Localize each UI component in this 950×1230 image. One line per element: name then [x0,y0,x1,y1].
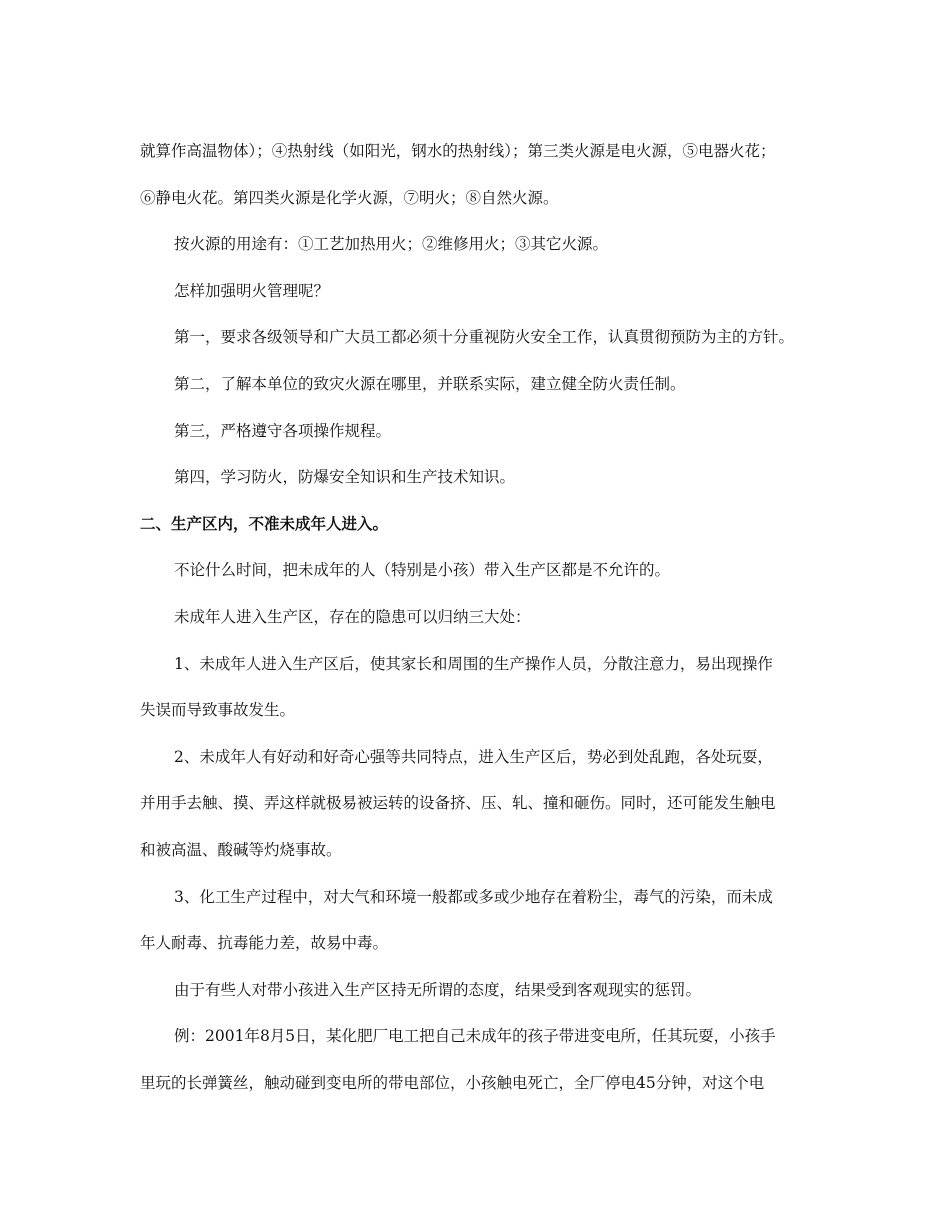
text-line: 并用手去触、摸、弄这样就极易被运转的设备挤、压、轧、撞和砸伤。同时，还可能发生触电 [140,794,776,813]
document-body [140,128,820,1106]
paragraph: 不论什么时间，把未成年的人（特别是小孩）带入生产区都是不允许的。 [174,561,671,580]
text-line: 就算作高温物体）；④热射线（如阳光，钢水的热射线）；第三类火源是电火源，⑤电器火花； [140,142,776,160]
section-heading: 二、生产区内，不准未成年人进入。 [140,513,389,533]
paragraph: 怎样加强明火管理呢？ [174,281,330,300]
paragraph: 例：2001年8月5日，某化肥厂电工把自己未成年的孩子带进变电所，任其玩耍，小孩手 [174,1027,776,1046]
paragraph: 第二，了解本单位的致灾火源在哪里，并联系实际，建立健全防火责任制。 [174,374,686,393]
paragraph: 2、未成年人有好动和好奇心强等共同特点，进入生产区后，势必到处乱跑，各处玩耍， [174,747,773,766]
paragraph: 由于有些人对带小孩进入生产区持无所谓的态度，结果受到客观现实的惩罚。 [174,980,702,999]
paragraph: 第四，学习防火，防爆安全知识和生产技术知识。 [174,468,516,487]
text-line: 里玩的长弹簧丝，触动碰到变电所的带电部位，小孩触电死亡，全厂停电45分钟，对这个电 [140,1073,765,1092]
paragraph: 第一，要求各级领导和广大员工都必须十分重视防火安全工作，认真贯彻预防为主的方针。 [174,328,795,347]
paragraph: 3、化工生产过程中，对大气和环境一般都或多或少地存在着粉尘，毒气的污染，而未成 [174,887,773,906]
paragraph: 1、未成年人进入生产区后，使其家长和周围的生产操作人员，分散注意力，易出现操作 [174,654,773,673]
text-line: 失误而导致事故发生。 [140,701,296,720]
text-line: 和被高温、酸碱等灼烧事故。 [140,840,342,859]
text-line: ⑥静电火花。第四类火源是化学火源，⑦明火；⑧自然火源。 [140,188,559,207]
paragraph: 第三，严格遵守各项操作规程。 [174,421,392,440]
paragraph: 按火源的用途有：①工艺加热用火；②维修用火；③其它火源。 [174,235,609,254]
text-line: 年人耐毒、抗毒能力差，故易中毒。 [140,934,389,953]
paragraph: 未成年人进入生产区，存在的隐患可以归纳三大处： [174,607,531,626]
